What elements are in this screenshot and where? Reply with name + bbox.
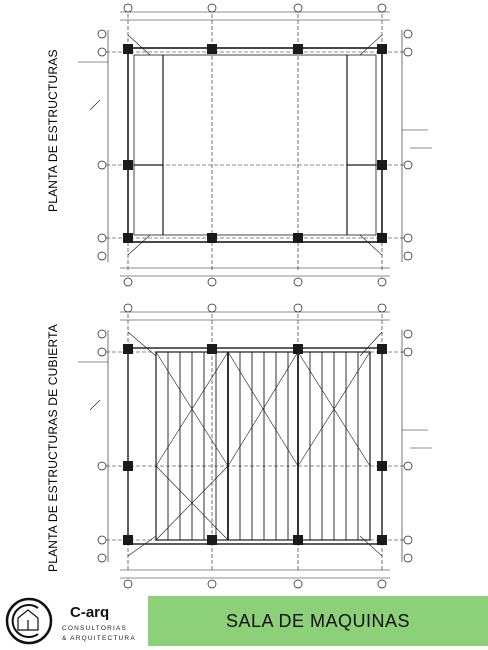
- title-block: [0, 592, 488, 650]
- plan-label-roof-structures: PLANTA DE ESTRUCTURAS DE CUBIERTA: [46, 324, 60, 572]
- brand-name: C-arq: [70, 604, 110, 621]
- drawing-title: SALA DE MAQUINAS: [225, 610, 411, 631]
- c-arq-logo-icon: [4, 596, 54, 646]
- plan-label-structures: PLANTA DE ESTRUCTURAS: [46, 49, 60, 212]
- brand-tagline-line1: CONSULTORIAS: [62, 625, 128, 632]
- roof-structural-plan-drawing: [0, 300, 488, 592]
- company-logo: [0, 592, 146, 650]
- structural-plan-drawing: [0, 0, 488, 290]
- title-bar: [148, 596, 488, 646]
- brand-tagline-line2: & ARQUITECTURA: [62, 635, 136, 642]
